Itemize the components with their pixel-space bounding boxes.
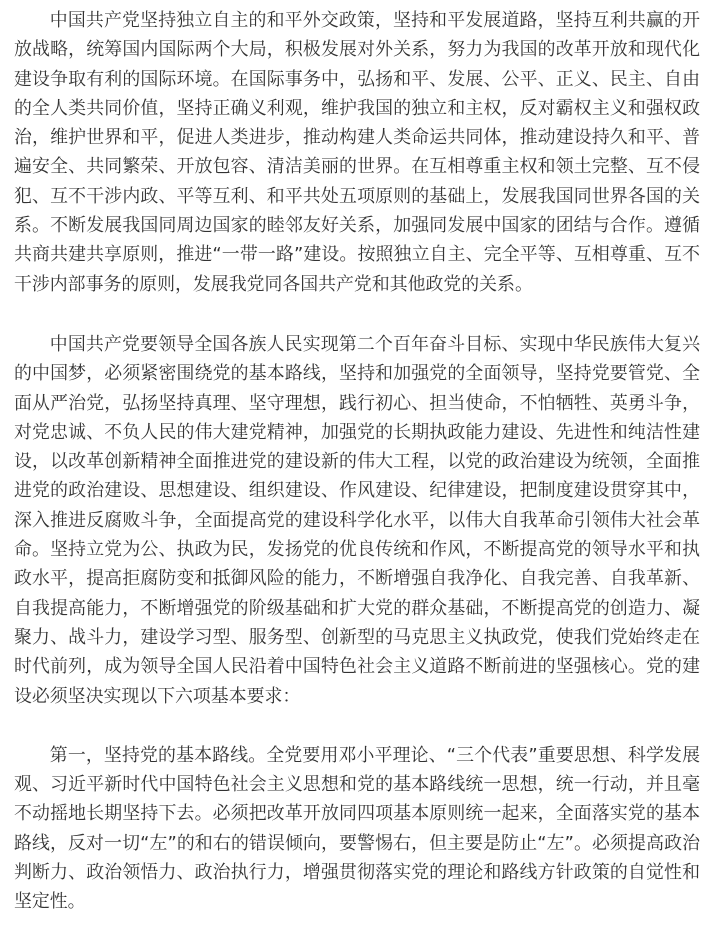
article-body (14, 6, 700, 917)
paragraph-foreign-policy: 中国共产党坚持独立自主的和平外交政策，坚持和平发展道路，坚持互利共赢的开放战略，统筹国内国际两个大局，积极发展对外关系，努力为我国的改革开放和现代化建设争取有利的国际环境。在国际事务中，弘扬和平、发展、公平、正义、民主、自由的全人类共同价值，坚持正确义利观，维护我国的独立和主权，反对霸权主义和强权政治，维护世界和平，促进人类进步，推动构建人类命运共同体，推动建设持久和平、普遍安全、共同繁荣、开放包容、清洁美丽的世界。在互相尊重主权和领土完整、互不侵犯、互不干涉内政、平等互利、和平共处五项原则的基础上，发展我国同世界各国的关系。不断发展我国同周边国家的睦邻友好关系，加强同发展中国家的团结与合作。遵循共商共建共享原则，推进“一带一路”建设。按照独立自主、完全平等、互相尊重、互不干涉内部事务的原则，发展我党同各国共产党和其他政党的关系。 (14, 10, 700, 295)
paragraph-basic-line: 第一，坚持党的基本路线。全党要用邓小平理论、“三个代表”重要思想、科学发展观、习近平新时代中国特色社会主义思想和党的基本路线统一思想，统一行动，并且毫不动摇地长期坚持下去。必须把改革开放同四项基本原则统一起来，全面落实党的基本路线，反对一切“左”的和右的错误倾向，要警惕右，但主要是防止“左”。必须提高政治判断力、政治领悟力、政治执行力，增强贯彻落实党的理论和路线方针政策的自觉性和坚定性。 (14, 744, 700, 913)
paragraph-party-building: 中国共产党要领导全国各族人民实现第二个百年奋斗目标、实现中华民族伟大复兴的中国梦，必须紧密围绕党的基本路线，坚持和加强党的全面领导，坚持党要管党、全面从严治党，弘扬坚持真理、坚守理想，践行初心、担当使命，不怕牺牲、英勇斗争，对党忠诚、不负人民的伟大建党精神，加强党的长期执政能力建设、先进性和纯洁性建设，以改革创新精神全面推进党的建设新的伟大工程，以党的政治建设为统领，全面推进党的政治建设、思想建设、组织建设、作风建设、纪律建设，把制度建设贯穿其中，深入推进反腐败斗争，全面提高党的建设科学化水平，以伟大自我革命引领伟大社会革命。坚持立党为公、执政为民，发扬党的优良传统和作风，不断提高党的领导水平和执政水平，提高拒腐防变和抵御风险的能力，不断增强自我净化、自我完善、自我革新、自我提高能力，不断增强党的阶级基础和扩大党的群众基础，不断提高党的创造力、凝聚力、战斗力，建设学习型、服务型、创新型的马克思主义执政党，使我们党始终走在时代前列，成为领导全国人民沿着中国特色社会主义道路不断前进的坚强核心。党的建设必须坚决实现以下六项基本要求： (14, 333, 700, 707)
